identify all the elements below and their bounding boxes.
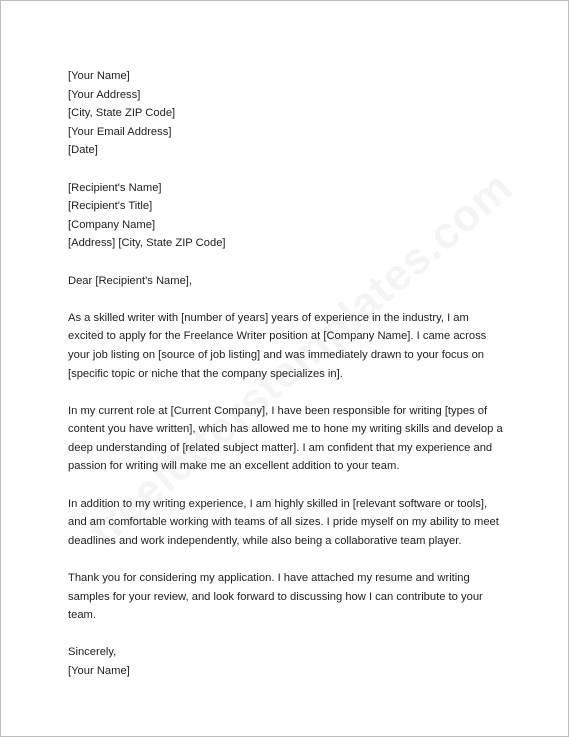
paragraph-line: samples for your review, and look forward to discussing how I can contribute to your (68, 590, 483, 603)
paragraph-line: passion for writing will make me an excellent addition to your team. (68, 460, 400, 473)
paragraph-line: deadlines and work independently, while also being a collaborative team player. (68, 534, 462, 547)
recipient-address: [Address] [City, State ZIP Code] (68, 237, 226, 250)
body-paragraph-1 (68, 309, 513, 383)
recipient-name: [Recipient's Name] (68, 181, 162, 194)
paragraph-line: Thank you for considering my application. I have attached my resume and writing (68, 572, 470, 585)
paragraph-line: content you have written], which has allowed me to hone my writing skills and develop a (68, 423, 503, 436)
sender-email: [Your Email Address] (68, 125, 172, 138)
sender-name: [Your Name] (68, 70, 130, 82)
body-paragraph-4 (68, 569, 513, 625)
paragraph-line: In my current role at [Current Company], I have been responsible for writing [types of (68, 404, 488, 417)
letter-body (68, 67, 513, 699)
letter-date: [Date] (68, 144, 98, 157)
paragraph-line: and am comfortable working with teams of all sizes. I pride myself on my ability to meet (68, 516, 499, 529)
paragraph-line: In addition to my writing experience, I am highly skilled in [relevant software or tools], (68, 497, 488, 510)
salutation-text: Dear [Recipient's Name], (68, 274, 193, 287)
signature-name: [Your Name] (68, 665, 130, 677)
paragraph-line: excited to apply for the Freelance Writer position at [Company Name]. I came across (68, 330, 487, 343)
sender-block (68, 67, 513, 160)
salutation (68, 272, 513, 291)
closing: Sincerely, (68, 646, 117, 659)
paragraph-line: team. (68, 609, 96, 622)
sender-address: [Your Address] (68, 88, 141, 101)
recipient-company: [Company Name] (68, 218, 156, 231)
recipient-block (68, 179, 513, 253)
paragraph-line: As a skilled writer with [number of years] years of experience in the industry, I am (68, 311, 469, 324)
recipient-title: [Recipient's Title] (68, 200, 153, 213)
body-paragraph-2 (68, 402, 513, 476)
body-paragraph-3 (68, 495, 513, 551)
paragraph-line: [specific topic or niche that the company specializes in]. (68, 367, 343, 380)
paragraph-line: deep understanding of [related subject matter]. I am confident that my experience and (68, 441, 493, 454)
paragraph-line: your job listing on [source of job listing] and was immediately drawn to your focus on (68, 348, 485, 361)
closing-block (68, 643, 513, 680)
sender-city-state-zip: [City, State ZIP Code] (68, 107, 176, 120)
